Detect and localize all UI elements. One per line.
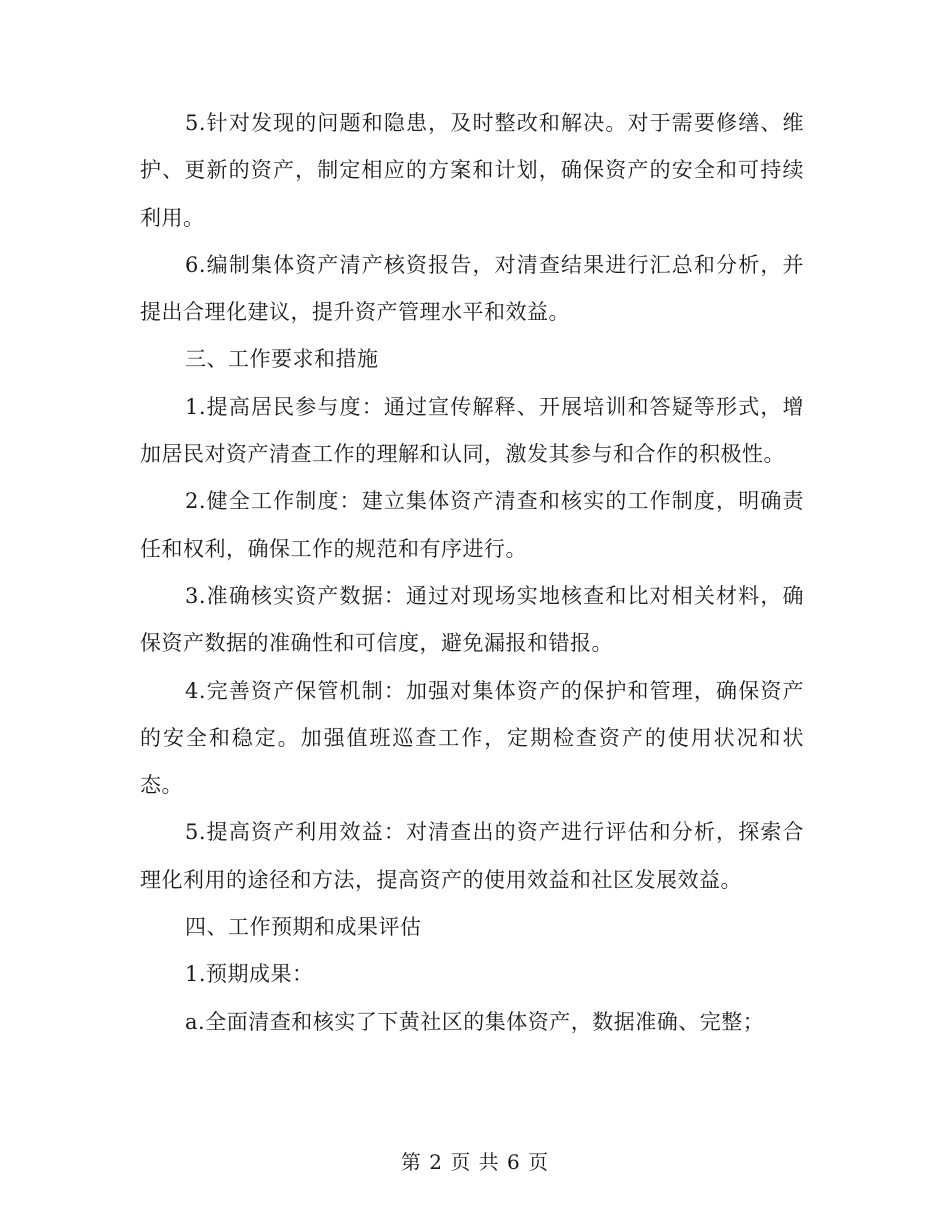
page-number-label: 第 2 页 共 6 页	[400, 1150, 550, 1174]
paragraph-req-3-data: 3.准确核实资产数据：通过对现场实地核查和比对相关材料，确保资产数据的准确性和可信度，避免漏报和错报。	[140, 583, 804, 656]
paragraph-expected-results: 1.预期成果：	[185, 962, 314, 987]
paragraph-req-4-custody: 4.完善资产保管机制：加强对集体资产的保护和管理，确保资产的安全和稳定。加强值班巡查工作，定期检查资产的使用状况和状态。	[140, 678, 804, 798]
section-heading-requirements: 三、工作要求和措施	[185, 347, 379, 372]
paragraph-item-5-rectify: 5.针对发现的问题和隐患，及时整改和解决。对于需要修缮、维护、更新的资产，制定相应的方案和计划，确保资产的安全和可持续利用。	[140, 111, 804, 230]
paragraph-req-1-participation: 1.提高居民参与度：通过宣传解释、开展培训和答疑等形式，增加居民对资产清查工作的理解和认同，激发其参与和合作的积极性。	[140, 394, 804, 467]
paragraph-req-2-system: 2.健全工作制度：建立集体资产清查和核实的工作制度，明确责任和权利，确保工作的规范和有序进行。	[140, 489, 804, 561]
paragraph-item-6-report: 6.编制集体资产清产核资报告，对清查结果进行汇总和分析，并提出合理化建议，提升资产管理水平和效益。	[140, 252, 804, 325]
section-heading-expectations: 四、工作预期和成果评估	[185, 915, 422, 940]
paragraph-result-a: a.全面清查和核实了下黄社区的集体资产，数据准确、完整；	[185, 1009, 765, 1034]
paragraph-req-5-utilization: 5.提高资产利用效益：对清查出的资产进行评估和分析，探索合理化利用的途径和方法，提高资产的使用效益和社区发展效益。	[140, 820, 804, 892]
page-footer	[0, 1146, 950, 1175]
document-body	[140, 100, 804, 1046]
